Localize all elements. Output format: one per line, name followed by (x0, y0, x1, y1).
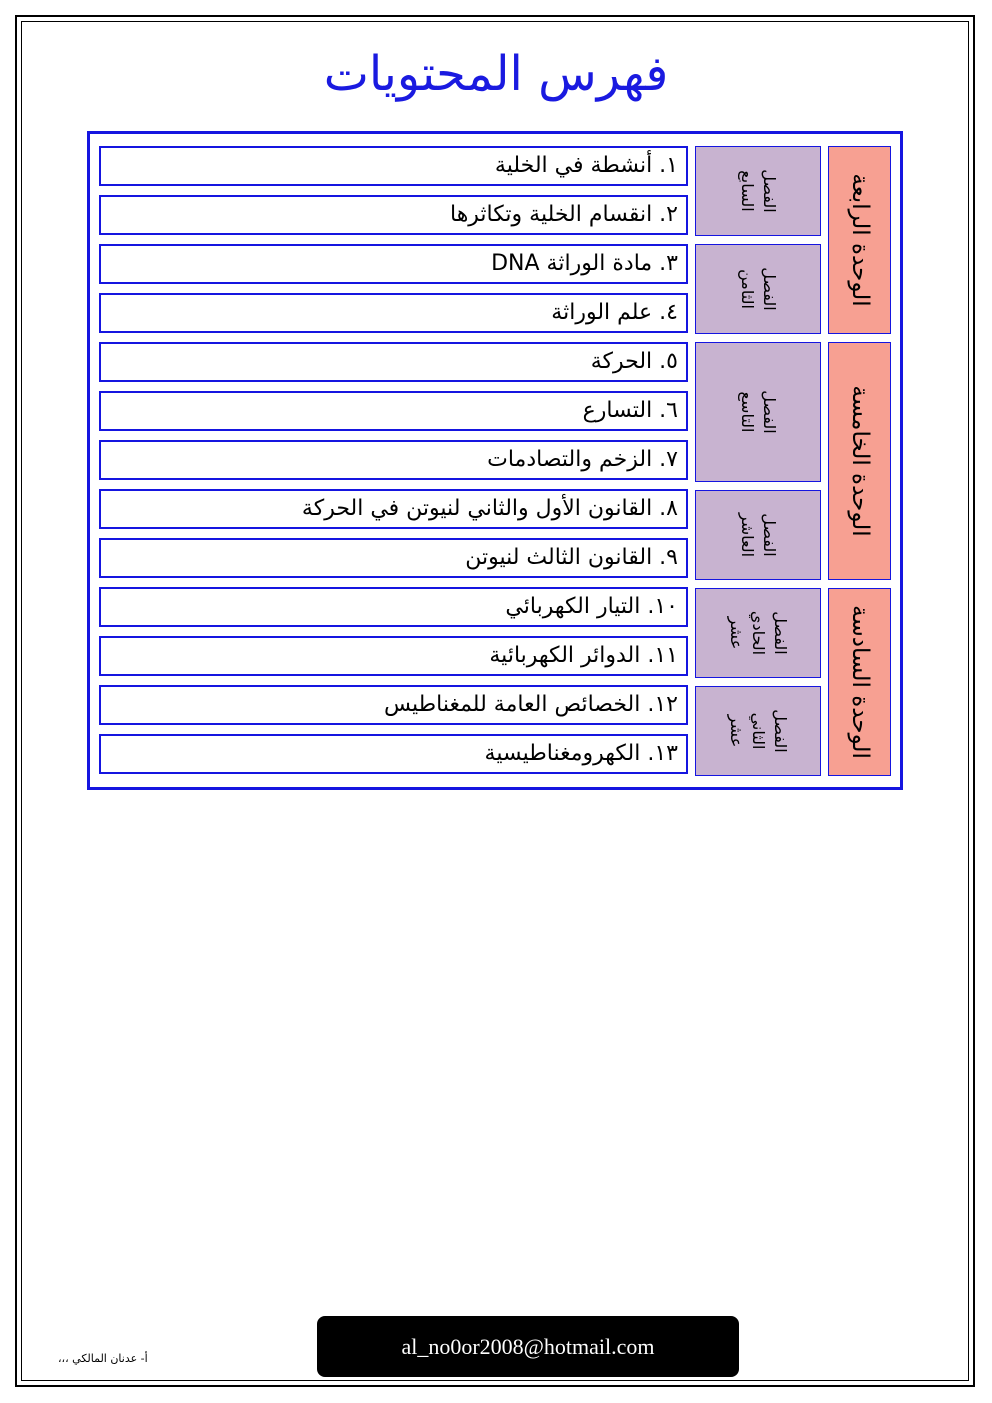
chapter-label: الفصل الحادي عشر (727, 610, 790, 656)
lesson-item: ٦. التسارع (99, 391, 688, 431)
unit-label: الوحدة السادسة (846, 605, 873, 759)
chapter-12-cell (695, 686, 821, 776)
lesson-item: ٢. انقسام الخلية وتكاثرها (99, 195, 688, 235)
chapter-9-cell (695, 342, 821, 482)
chapter-7-cell (695, 146, 821, 236)
unit-label: الوحدة الرابعة (846, 173, 873, 307)
lesson-item: ٨. القانون الأول والثاني لنيوتن في الحركة (99, 489, 688, 529)
unit-label: الوحدة الخامسة (846, 385, 873, 537)
chapter-10-cell (695, 490, 821, 580)
lesson-item: ١. أنشطة في الخلية (99, 146, 688, 186)
unit-4-cell (828, 146, 891, 334)
lesson-item: ٧. الزخم والتصادمات (99, 440, 688, 480)
page-title: فهرس المحتويات (323, 46, 669, 102)
lesson-item: ٩. القانون الثالث لنيوتن (99, 538, 688, 578)
lesson-item: ١٣. الكهرومغناطيسية (99, 734, 688, 774)
lesson-item: ١٢. الخصائص العامة للمغناطيس (99, 685, 688, 725)
chapter-11-cell (695, 588, 821, 678)
chapter-label: الفصل التاسع (738, 390, 779, 434)
lesson-item: ١٠. التيار الكهربائي (99, 587, 688, 627)
chapter-label: الفصل الثامن (738, 267, 779, 311)
chapter-8-cell (695, 244, 821, 334)
lesson-item: ٤. علم الوراثة (99, 293, 688, 333)
chapter-label: الفصل الثاني عشر (727, 709, 790, 753)
chapter-label: الفصل السابع (738, 169, 779, 213)
chapter-label: الفصل العاشر (738, 512, 779, 558)
unit-6-cell (828, 588, 891, 776)
lesson-item: ٣. مادة الوراثة DNA (99, 244, 688, 284)
author-credit: أ- عدنان المالكي ،،، (58, 1352, 148, 1365)
unit-5-cell (828, 342, 891, 580)
lesson-item: ١١. الدوائر الكهربائية (99, 636, 688, 676)
lesson-item: ٥. الحركة (99, 342, 688, 382)
email-footer: al_no0or2008@hotmail.com (317, 1316, 739, 1377)
